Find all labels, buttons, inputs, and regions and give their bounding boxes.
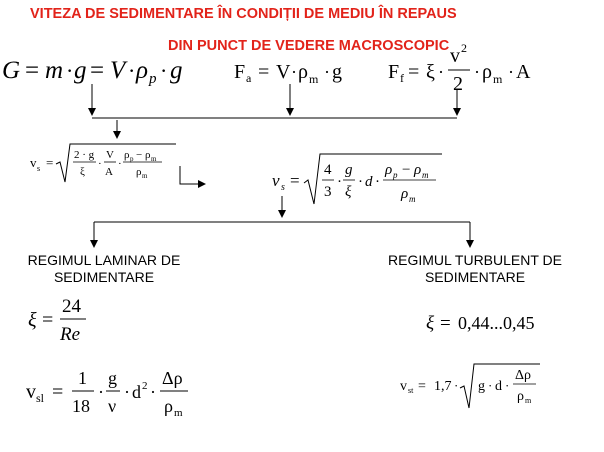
svg-text:g: g: [170, 57, 183, 84]
svg-text:·: ·: [128, 58, 136, 83]
svg-text:d: d: [132, 382, 141, 402]
svg-text:ρ: ρ: [124, 149, 130, 161]
svg-text:ρ: ρ: [482, 61, 492, 83]
svg-text:ξ: ξ: [80, 166, 85, 178]
gravity-force-equation: [2, 50, 202, 88]
svg-text:·: ·: [150, 382, 156, 402]
svg-text:sl: sl: [36, 391, 45, 405]
svg-text:4: 4: [324, 162, 332, 178]
svg-text:=: =: [25, 57, 40, 84]
svg-text:3: 3: [324, 184, 332, 200]
svg-text:1,7: 1,7: [434, 379, 452, 394]
svg-text:d: d: [365, 174, 373, 190]
svg-text:ρ: ρ: [298, 61, 308, 83]
svg-text:d: d: [495, 379, 502, 394]
svg-text:m: m: [422, 170, 429, 180]
svg-text:·: ·: [324, 62, 330, 82]
svg-text:m: m: [493, 72, 503, 86]
svg-text:2 · g: 2 · g: [74, 149, 95, 161]
svg-text:−: −: [136, 149, 143, 161]
svg-text:·: ·: [488, 378, 493, 393]
svg-text:24: 24: [62, 296, 81, 317]
svg-text:=: =: [258, 61, 270, 83]
svg-text:f: f: [400, 71, 404, 85]
svg-text:V: V: [276, 61, 291, 83]
svg-text:·: ·: [124, 382, 130, 402]
svg-text:Δρ: Δρ: [162, 368, 183, 388]
svg-text:=: =: [42, 309, 54, 331]
svg-text:·: ·: [66, 58, 74, 83]
svg-text:·: ·: [358, 174, 363, 190]
svg-text:ξ: ξ: [426, 313, 435, 334]
svg-text:G: G: [2, 57, 21, 84]
svg-text:ξ: ξ: [345, 184, 352, 200]
svg-text:·: ·: [505, 378, 510, 393]
svg-text:p: p: [393, 170, 398, 180]
svg-text:=: =: [408, 61, 420, 83]
svg-text:p: p: [130, 155, 134, 163]
svg-text:0,44...0,45: 0,44...0,45: [458, 313, 535, 333]
turbulent-velocity-equation: [398, 360, 548, 416]
svg-text:v: v: [450, 45, 460, 67]
turbulent-regime-label: REGIMUL TURBULENT DE SEDIMENTARE: [388, 252, 562, 285]
svg-text:st: st: [408, 386, 414, 395]
svg-text:=: =: [90, 57, 105, 84]
svg-text:18: 18: [72, 396, 90, 416]
svg-text:g: g: [345, 162, 353, 178]
svg-text:·: ·: [474, 62, 480, 82]
svg-text:·: ·: [98, 158, 102, 170]
svg-text:=: =: [418, 379, 426, 394]
svg-text:g: g: [478, 379, 485, 394]
svg-text:v: v: [272, 171, 280, 190]
svg-text:s: s: [37, 164, 41, 173]
turbulent-xi-equation: [426, 308, 576, 338]
velocity-general-equation: [30, 140, 180, 190]
svg-text:ρ: ρ: [136, 57, 148, 84]
transform-arrow: [180, 166, 202, 184]
title-line-1: VITEZA DE SEDIMENTARE ÎN CONDIȚII DE MEDIU ÎN REPAUS: [30, 6, 457, 22]
svg-text:·: ·: [508, 62, 514, 82]
svg-text:A: A: [516, 61, 531, 83]
svg-text:g: g: [108, 368, 117, 388]
svg-text:ρ: ρ: [385, 162, 393, 178]
svg-text:m: m: [151, 155, 157, 163]
svg-text:Δρ: Δρ: [515, 368, 531, 383]
svg-text:m: m: [45, 57, 64, 84]
svg-text:=: =: [440, 313, 451, 334]
svg-text:V: V: [110, 57, 126, 84]
svg-text:v: v: [400, 379, 407, 394]
laminar-xi-equation: [28, 292, 128, 346]
svg-text:=: =: [46, 155, 54, 170]
svg-text:·: ·: [98, 382, 104, 402]
velocity-derived-equation: [268, 150, 448, 210]
svg-text:ν: ν: [108, 396, 117, 416]
svg-text:ρ: ρ: [401, 186, 409, 202]
svg-text:·: ·: [160, 58, 168, 83]
archimedes-force-equation: [234, 54, 374, 88]
svg-text:F: F: [234, 61, 246, 83]
svg-text:ρ: ρ: [136, 166, 142, 178]
svg-text:2: 2: [142, 380, 148, 392]
laminar-velocity-equation: [26, 362, 206, 422]
svg-text:·: ·: [337, 174, 342, 190]
svg-text:m: m: [309, 72, 319, 86]
svg-text:V: V: [106, 149, 114, 161]
svg-text:2: 2: [453, 73, 463, 92]
svg-text:ξ: ξ: [28, 309, 37, 331]
title-line-2: DIN PUNCT DE VEDERE MACROSCOPIC: [168, 38, 450, 54]
svg-text:·: ·: [438, 62, 444, 82]
svg-text:s: s: [281, 182, 285, 193]
svg-text:F: F: [388, 61, 400, 83]
svg-text:g: g: [74, 57, 87, 84]
svg-text:·: ·: [454, 378, 459, 393]
svg-text:=: =: [52, 381, 64, 403]
svg-text:m: m: [409, 194, 416, 204]
svg-text:·: ·: [118, 158, 122, 170]
friction-force-equation: [388, 40, 548, 92]
svg-text:Re: Re: [60, 324, 81, 345]
svg-text:1: 1: [78, 368, 87, 388]
svg-text:ρ: ρ: [517, 389, 524, 404]
svg-text:v: v: [30, 155, 37, 170]
svg-text:ρ: ρ: [414, 162, 422, 178]
svg-text:A: A: [105, 166, 113, 178]
svg-text:v: v: [26, 381, 36, 403]
svg-text:p: p: [149, 71, 157, 87]
svg-text:·: ·: [375, 174, 380, 190]
svg-text:=: =: [290, 171, 300, 190]
svg-text:ξ: ξ: [426, 61, 435, 83]
svg-text:ρ: ρ: [145, 149, 151, 161]
svg-text:g: g: [332, 61, 342, 83]
svg-text:m: m: [525, 396, 532, 405]
svg-text:a: a: [246, 71, 252, 85]
svg-text:−: −: [402, 162, 411, 178]
svg-text:·: ·: [291, 62, 297, 82]
svg-text:m: m: [142, 172, 148, 180]
laminar-regime-label: REGIMUL LAMINAR DE SEDIMENTARE: [27, 252, 181, 285]
svg-text:m: m: [174, 407, 183, 419]
svg-text:2: 2: [461, 41, 467, 55]
svg-text:ρ: ρ: [164, 396, 173, 416]
